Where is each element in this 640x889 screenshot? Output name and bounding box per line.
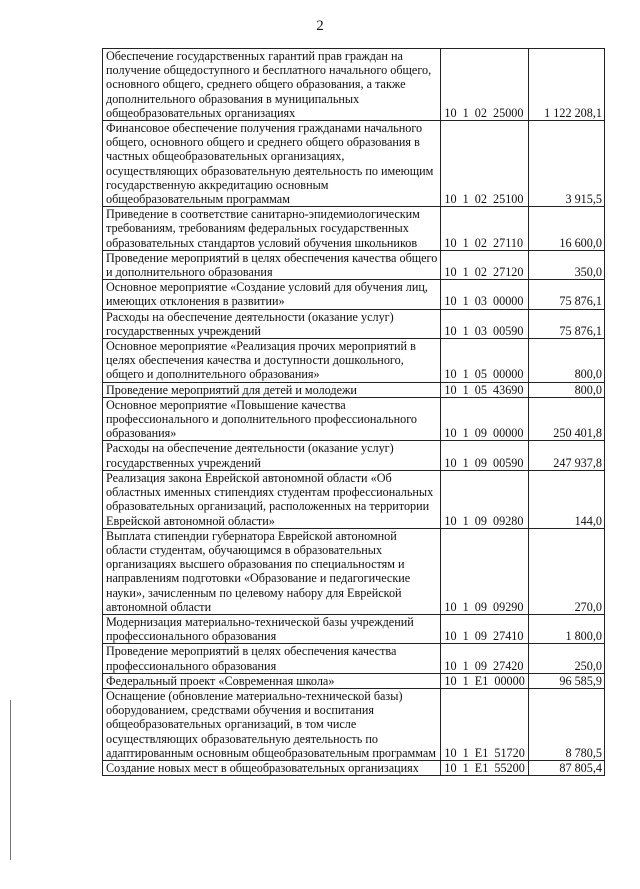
row-description: Проведение мероприятий в целях обеспечения качества профессионального образования [103,644,441,673]
row-amount: 800,0 [529,339,605,383]
row-budget-code: 10 1 09 09290 [441,528,529,614]
row-budget-code: 10 1 E1 55200 [441,760,529,775]
row-amount: 1 800,0 [529,614,605,643]
row-amount: 8 780,5 [529,688,605,760]
row-description: Расходы на обеспечение деятельности (оказание услуг) государственных учреждений [103,441,441,470]
row-budget-code: 10 1 03 00590 [441,309,529,338]
row-amount: 87 805,4 [529,760,605,775]
row-budget-code: 10 1 09 00590 [441,441,529,470]
table-row [103,207,605,251]
table-row [103,309,605,338]
table-row [103,470,605,528]
table-row [103,397,605,441]
row-budget-code: 10 1 02 25000 [441,49,529,121]
row-description: Финансовое обеспечение получения гражданами начального общего, основного общего и среднего общего образования в частных общеобразовательных организациях, осуществляющих образовательную деятельность по имеющим государственную аккредитацию основным общеобразовательным программам [103,121,441,207]
row-amount: 350,0 [529,250,605,279]
row-budget-code: 10 1 03 00000 [441,280,529,309]
table-row [103,250,605,279]
row-budget-code: 10 1 09 27420 [441,644,529,673]
table-row [103,644,605,673]
row-budget-code: 10 1 05 43690 [441,382,529,397]
row-description: Основное мероприятие «Реализация прочих мероприятий в целях обеспечения качества и доступности дошкольного, общего и дополнительного образования» [103,339,441,383]
row-budget-code: 10 1 02 27110 [441,207,529,251]
row-budget-code: 10 1 09 00000 [441,397,529,441]
row-amount: 96 585,9 [529,673,605,688]
row-description: Федеральный проект «Современная школа» [103,673,441,688]
row-description: Основное мероприятие «Создание условий для обучения лиц, имеющих отклонения в развитии» [103,280,441,309]
row-description: Модернизация материально-технической базы учреждений профессионального образования [103,614,441,643]
table-row [103,528,605,614]
row-amount: 250 401,8 [529,397,605,441]
table-row [103,382,605,397]
row-description: Проведение мероприятий для детей и молодежи [103,382,441,397]
table-row [103,49,605,121]
table-row [103,673,605,688]
row-amount: 247 937,8 [529,441,605,470]
table-row [103,614,605,643]
row-amount: 250,0 [529,644,605,673]
row-amount: 75 876,1 [529,280,605,309]
row-budget-code: 10 1 09 27410 [441,614,529,643]
table-row [103,121,605,207]
scan-margin-line [10,700,11,860]
row-amount: 144,0 [529,470,605,528]
row-budget-code: 10 1 09 09280 [441,470,529,528]
table-row [103,688,605,760]
row-description: Приведение в соответствие санитарно-эпидемиологическим требованиям, требованиям федеральных государственных образовательных стандартов условий обучения школьников [103,207,441,251]
row-amount: 16 600,0 [529,207,605,251]
table-row [103,339,605,383]
budget-table [102,48,605,776]
table-row [103,441,605,470]
table-row [103,760,605,775]
row-budget-code: 10 1 05 00000 [441,339,529,383]
row-description: Обеспечение государственных гарантий прав граждан на получение общедоступного и бесплатного начального общего, основного общего, среднего общего образования, а также дополнительного образования в муниципальных общеобразовательных организациях [103,49,441,121]
row-amount: 270,0 [529,528,605,614]
row-amount: 3 915,5 [529,121,605,207]
budget-table-body [103,49,605,776]
row-description: Оснащение (обновление материально-технической базы) оборудованием, средствами обучения и воспитания общеобразовательных организаций, в том числе осуществляющих образовательную деятельность по адаптированным основным общеобразовательным программам [103,688,441,760]
row-budget-code: 10 1 E1 51720 [441,688,529,760]
row-amount: 75 876,1 [529,309,605,338]
row-budget-code: 10 1 02 27120 [441,250,529,279]
row-description: Расходы на обеспечение деятельности (оказание услуг) государственных учреждений [103,309,441,338]
row-description: Проведение мероприятий в целях обеспечения качества общего и дополнительного образования [103,250,441,279]
row-description: Основное мероприятие «Повышение качества профессионального и дополнительного профессионального образования» [103,397,441,441]
table-row [103,280,605,309]
row-description: Создание новых мест в общеобразовательных организациях [103,760,441,775]
row-budget-code: 10 1 02 25100 [441,121,529,207]
row-budget-code: 10 1 E1 00000 [441,673,529,688]
row-description: Выплата стипендии губернатора Еврейской автономной области студентам, обучающимся в образовательных организациях высшего образования по специальностям и направлениям подготовки «Образование и педагогические науки», зачисленным по целевому набору для Еврейской автономной области [103,528,441,614]
row-amount: 1 122 208,1 [529,49,605,121]
row-amount: 800,0 [529,382,605,397]
page-number: 2 [316,18,324,34]
row-description: Реализация закона Еврейской автономной области «Об областных именных стипендиях студентам профессиональных образовательных организаций, расположенных на территории Еврейской автономной области» [103,470,441,528]
